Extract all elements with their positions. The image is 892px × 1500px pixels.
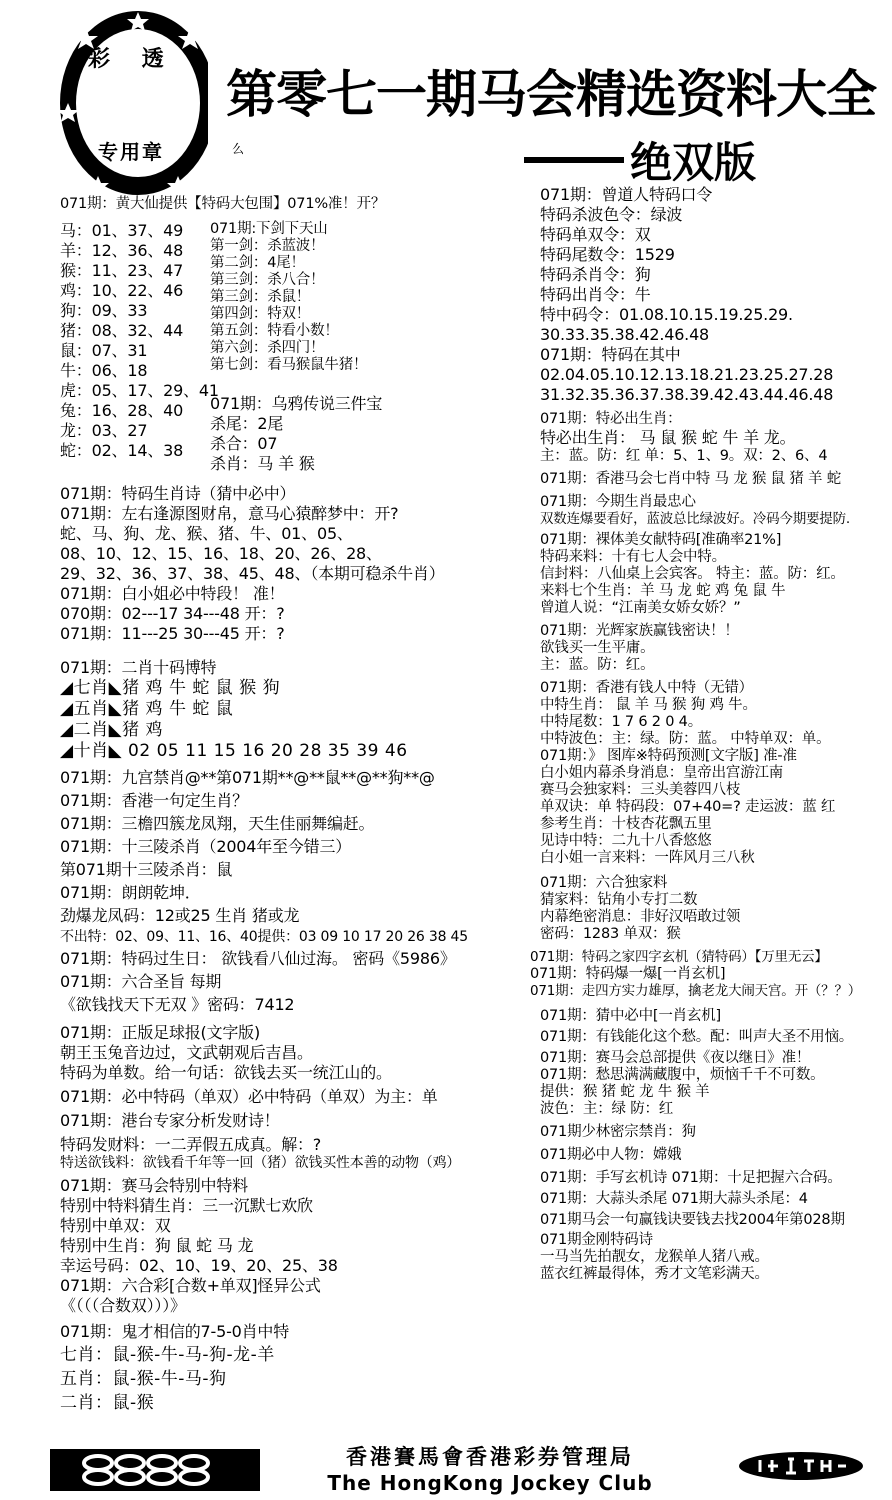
text-line: 朝王玉兔音边过，文武朝观后吉昌。: [60, 1043, 313, 1062]
text-line: 071期：必中特码（单双）必中特码（单双）为主：单: [60, 1087, 438, 1106]
text-line: 071期：今期生肖最忠心: [540, 494, 696, 510]
text-line: 071期：特码爆一爆[一肖玄机]: [530, 966, 726, 982]
text-line: 29、32、36、37、38、45、48、（本期可稳杀牛肖）: [60, 564, 445, 583]
text-line: 中特波色：主：绿。防：蓝。 中特单双：单。: [540, 731, 831, 747]
text-line: 071期：左右逢源图财帛，意马心猿醉梦中：开?: [60, 504, 399, 523]
text-line: 071期：六合独家料: [540, 875, 668, 891]
text-line: 071期：》 图库※特码预测[文字版] 准-准: [540, 748, 797, 764]
text-line: 单双诀：单 特码段：07+40=? 走运波：蓝 红: [540, 799, 836, 815]
text-line: 特中码令：01.08.10.15.19.25.29.: [540, 305, 793, 324]
text-line: 071期：香港有钱人中特（无错）: [540, 680, 753, 696]
sword-line: 第一剑：杀蓝波！: [210, 238, 325, 254]
text-line: 071期：11---25 30---45 开：?: [60, 624, 285, 643]
text-line: 一马当先拍靓女，龙猴单人猪八戒。: [540, 1249, 769, 1265]
text-line: 071期：六合彩[合数+单双]怪异公式: [60, 1276, 321, 1295]
left-block-5: [60, 1023, 490, 1316]
left-block-6: [60, 1322, 490, 1414]
lottery-logo-icon: [50, 1449, 260, 1491]
page-title: 第零七一期马会精选资料大全: [226, 65, 877, 125]
text-line: 071期马会一句赢钱诀要钱去找2004年第028期: [540, 1212, 845, 1228]
text-line: 《（（（合数双）））》: [60, 1296, 186, 1315]
text-line: 071期：特码过生日： 欲钱看八仙过海。 密码《5986》: [60, 949, 456, 968]
text-line: 071期：特码之家四字玄机（猜特码）【万里无云】: [530, 949, 828, 965]
text-line: 071期：猜中必中[一肖玄机]: [540, 1008, 721, 1024]
text-line: 白小姐一言来料：一阵风月三八秋: [540, 850, 755, 866]
text-line: 特码为单数。给一句话：欲钱去买一统江山的。: [60, 1063, 392, 1082]
text-line: 特别中单双：双: [60, 1216, 171, 1235]
text-line: 071期：十三陵杀肖（2004年至今错三）: [60, 837, 352, 856]
zodiac-row: 蛇：02、14、38: [60, 441, 184, 460]
text-line: 特码单双令：双: [540, 225, 651, 244]
text-line: 特码出肖令：牛: [540, 285, 651, 304]
text-line: 071期：港台专家分析发财诗！: [60, 1111, 280, 1130]
text-line: 特码杀肖令：狗: [540, 265, 651, 284]
text-line: 主：蓝。防：红 单：5、1、9。双：2、6、4: [540, 448, 828, 464]
text-line: 071期：二肖十码博特: [60, 658, 217, 677]
text-line: 中特生肖： 鼠 羊 马 猴 狗 鸡 牛。: [540, 697, 757, 713]
text-line: 071期：特必出生肖：: [540, 411, 682, 427]
text-line: 第071期十三陵杀肖：鼠: [60, 860, 233, 879]
text-line: 曾道人说：“江南美女娇女娇？”: [540, 600, 741, 616]
text-line: 071期：白小姐必中特段！ 准！: [60, 584, 285, 603]
sword-line: 第二剑：4尾！: [210, 255, 305, 271]
swords-and-crow: [210, 221, 470, 474]
right-block-7: [540, 1008, 890, 1283]
text-line: 071期：正版足球报(文字版): [60, 1023, 261, 1042]
text-line: 071期：曾道人特码口令: [540, 185, 713, 204]
text-line: 七肖：鼠-猴-牛-马-狗-龙-羊: [60, 1345, 275, 1365]
left-block-3: [60, 658, 490, 762]
zodiac-row: 鸡：10、22、46: [60, 281, 184, 300]
text-line: 特码来料：十有七人会中特。: [540, 549, 726, 565]
text-line: 劲爆龙凤码：12或25 生肖 猪或龙: [60, 906, 300, 925]
zodiac-row: 马：01、37、49: [60, 221, 184, 240]
small-char: 么: [232, 142, 245, 156]
text-line: 071期：走四方实力雄厚，擒老龙大闹天宫。开（？？）: [530, 983, 862, 999]
text-line: 中特尾数：1 7 6 2 0 4。: [540, 714, 702, 730]
stamp-text-bottom: 专用章: [98, 140, 164, 164]
text-line: 双数连爆要看好，蓝波总比绿波好。冷码今期要提防.: [540, 511, 850, 527]
sword-line: 第三剑：杀鼠！: [210, 289, 311, 305]
stamp-icon: [58, 8, 218, 198]
text-line: 071期：赛马会总部提供《夜以继日》准！: [540, 1050, 811, 1066]
footer: [0, 1435, 892, 1500]
text-line: 071期：鬼才相信的7-5-0肖中特: [60, 1322, 290, 1341]
text-line: 不出特：02、09、11、16、40提供：03 09 10 17 20 26 38 45: [60, 929, 468, 945]
text-line: 二肖：鼠-猴: [60, 1393, 155, 1413]
right-block-5: [540, 875, 890, 943]
left-block-4: [60, 768, 490, 1015]
zodiac-row: 狗：09、33: [60, 301, 148, 320]
text-line: 071期：愁思满满藏腹中，烦恼千千不可数。: [540, 1067, 825, 1083]
text-line: 幸运号码：02、10、19、20、25、38: [60, 1256, 338, 1275]
text-line: 071期：特码在其中: [540, 345, 681, 364]
text-line: 来料七个生肖：羊 马 龙 蛇 鸡 兔 鼠 牛: [540, 583, 786, 599]
crow-line: 071期：乌鸦传说三件宝: [210, 394, 383, 413]
right-block-1: [540, 185, 890, 405]
text-line: 071期：朗朗乾坤．: [60, 883, 201, 902]
sword-line: 第七剑：看马猴鼠牛猪！: [210, 357, 368, 373]
stamp-text-top: 彩 透: [88, 46, 176, 72]
text-line: 提供：猴 猪 蛇 龙 牛 猴 羊: [540, 1084, 710, 1100]
left-block-1-title: 071期：黄大仙提供【特码大包围】071%准！开？: [60, 196, 386, 212]
right-block-6: [530, 949, 890, 1000]
text-line: 特别中生肖：狗 鼠 蛇 马 龙: [60, 1236, 254, 1255]
sword-line: 第三剑：杀八合！: [210, 272, 325, 288]
text-line: 31.32.35.36.37.38.39.42.43.44.46.48: [540, 385, 834, 404]
text-line: 蛇、马、狗、龙、猴、猪、牛、01、05、: [60, 524, 353, 543]
left-block-2: [60, 484, 490, 644]
text-line: 071期：九宫禁肖@**第071期**@**鼠**@**狗**@: [60, 768, 435, 787]
text-line: ◢五肖◣猪 鸡 牛 蛇 鼠: [60, 699, 234, 719]
text-line: 特码发财料：一二弄假五成真。解：?: [60, 1135, 322, 1154]
text-line: 白小姐内幕杀身消息：皇帝出宫游江南: [540, 765, 784, 781]
crow-line: 杀合：07: [210, 434, 278, 453]
zodiac-row: 虎：05、17、29、41: [60, 381, 219, 400]
text-line: 071期：手写玄机诗 071期：十足把握六合码。: [540, 1170, 842, 1186]
text-line: 071期：香港马会七肖中特 马 龙 猴 鼠 猪 羊 蛇: [540, 471, 842, 487]
sword-line: 第四剑：特双！: [210, 306, 311, 322]
text-line: 特别中特料猜生肖：三一沉默七欢欣: [60, 1196, 313, 1215]
text-line: 071期：赛马会特别中特料: [60, 1176, 248, 1195]
right-block-4: [540, 680, 890, 867]
text-line: 蓝衣红裤最得体，秀才文笔彩满天。: [540, 1266, 769, 1282]
text-line: 071期：有钱能化这个愁。配：叫声大圣不用恼。: [540, 1029, 854, 1045]
zodiac-row: 猪：08、32、44: [60, 321, 184, 340]
text-line: 071期必中人物：嫦娥: [540, 1147, 682, 1163]
text-line: 071期：六合圣旨 每期: [60, 972, 222, 991]
subtitle-text: 绝双版: [630, 138, 757, 187]
right-column: [530, 185, 890, 1289]
sword-line: 第五剑：特看小数！: [210, 323, 339, 339]
text-line: 070期：02---17 34---48 开：?: [60, 604, 285, 623]
text-line: 参考生肖：十枝杏花飘五里: [540, 816, 712, 832]
text-line: 五肖：鼠-猴-牛-马-狗: [60, 1369, 227, 1389]
text-line: 30.33.35.38.42.46.48: [540, 325, 710, 344]
text-line: 特码杀波色令：绿波: [540, 205, 683, 224]
text-line: 波色：主：绿 防：红: [540, 1101, 674, 1117]
right-block-3: [540, 623, 890, 674]
text-line: 071期：三檐四簇龙凤翔，天生佳丽舞编赶。: [60, 814, 375, 833]
text-line: 信封料：八仙桌上会宾客。 特主：蓝。防：红。: [540, 566, 845, 582]
footer-org-name-cn: 香港賽馬會香港彩券管理局: [346, 1444, 634, 1469]
text-line: 内幕绝密消息：非好汉唔敢过领: [540, 909, 741, 925]
zodiac-and-swords: [60, 221, 490, 474]
text-line: 见诗中特：二九十八香悠悠: [540, 833, 712, 849]
zodiac-row: 猴：11、23、47: [60, 261, 184, 280]
text-line: 071期：大蒜头杀尾 071期大蒜头杀尾：4: [540, 1191, 808, 1207]
text-line: 071期金刚特码诗: [540, 1232, 653, 1248]
right-block-2: [540, 411, 890, 617]
text-line: 071期少林密宗禁肖：狗: [540, 1124, 696, 1140]
crow-line: 杀尾：2尾: [210, 414, 284, 433]
zodiac-row: 羊：12、36、48: [60, 241, 184, 260]
text-line: 主：蓝。防：红。: [540, 657, 655, 673]
crow-line: 杀肖：马 羊 猴: [210, 454, 315, 473]
zodiac-row: 龙：03、27: [60, 421, 148, 440]
sword-line: 第六剑：杀四门！: [210, 340, 325, 356]
zodiac-row: 牛：06、18: [60, 361, 148, 380]
left-column: [60, 196, 490, 1420]
text-line: 《欲钱找天下无双 》密码：7412: [60, 995, 295, 1014]
text-line: 071期：特码生肖诗（猜中必中）: [60, 484, 296, 503]
hkjc-logo-icon: [738, 1451, 864, 1481]
subtitle-dash: [524, 157, 624, 163]
text-line: 特送欲钱料：欲钱看千年等一回（猪）欲钱买性本善的动物（鸡）: [60, 1155, 461, 1171]
text-line: 密码：1283 单双：猴: [540, 926, 681, 942]
text-line: 08、10、12、15、16、18、20、26、28、: [60, 544, 382, 563]
text-line: 赛马会独家料：三头美蓉四八枝: [540, 782, 741, 798]
zodiac-row: 兔：16、28、40: [60, 401, 184, 420]
text-line: 猜家料：钻角小专打二数: [540, 892, 698, 908]
text-line: ◢二肖◣猪 鸡: [60, 720, 164, 740]
text-line: 071期：香港一句定生肖？: [60, 791, 248, 810]
text-line: 特必出生肖： 马 鼠 猴 蛇 牛 羊 龙。: [540, 428, 796, 447]
sword-line: 071期:下剑下天山: [210, 221, 328, 237]
text-line: ◢十肖◣ 02 05 11 15 16 20 28 35 39 46: [60, 741, 408, 761]
text-line: 071期：裸体美女献特码[准确率21%]: [540, 532, 782, 548]
text-line: 071期：光辉家族赢钱密诀！！: [540, 623, 739, 639]
zodiac-row: 鼠：07、31: [60, 341, 148, 360]
text-line: 02.04.05.10.12.13.18.21.23.25.27.28: [540, 365, 834, 384]
zodiac-list: [60, 221, 219, 474]
page-subtitle: [524, 130, 756, 190]
text-line: 特码尾数令：1529: [540, 245, 675, 264]
text-line: ◢七肖◣猪 鸡 牛 蛇 鼠 猴 狗: [60, 678, 281, 698]
official-stamp: [58, 8, 218, 198]
text-line: 欲钱买一生平庸。: [540, 640, 655, 656]
footer-org-name-en: The HongKong Jockey Club: [327, 1471, 653, 1495]
